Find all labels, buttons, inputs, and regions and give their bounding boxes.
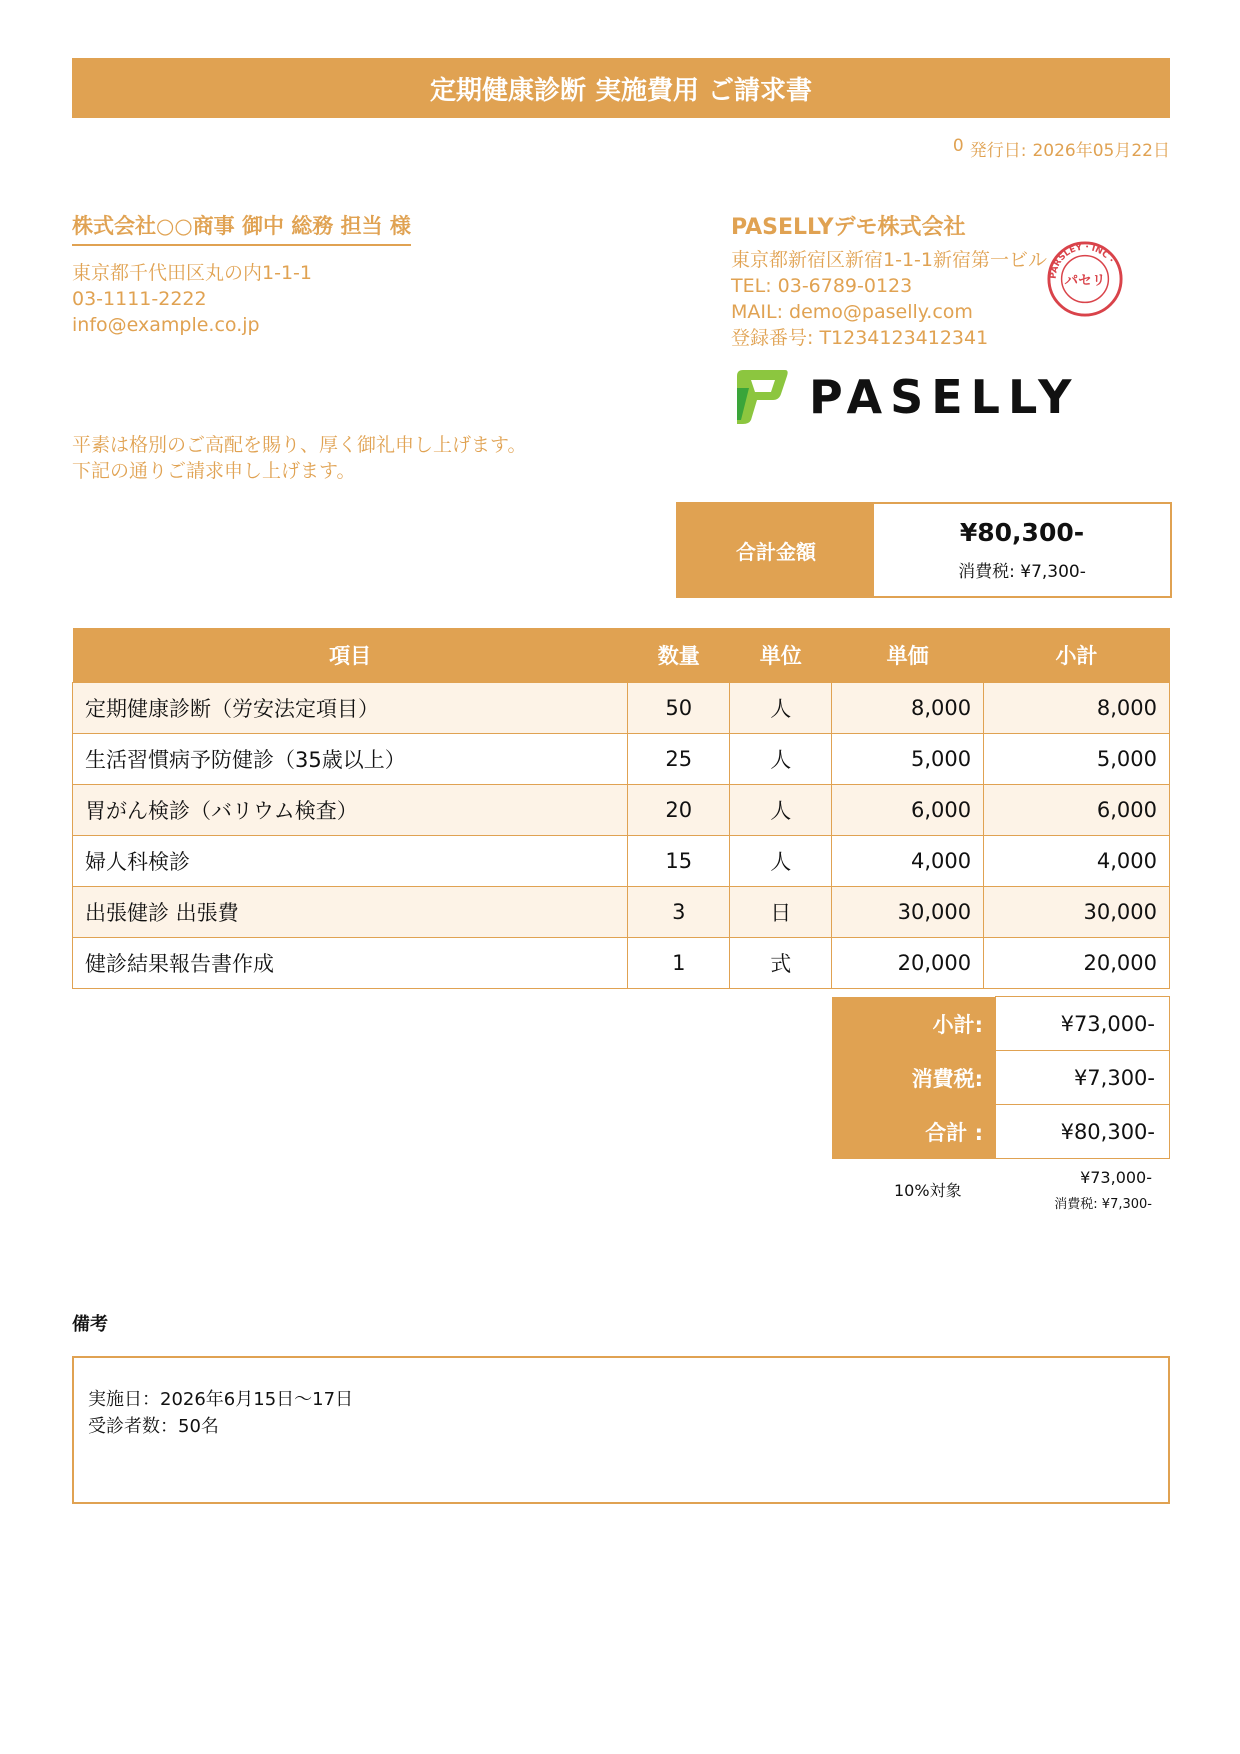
header-item: 項目 [73, 628, 628, 683]
table-row [73, 887, 1170, 938]
client-name: 株式会社○○商事 御中 総務 担当 様 [72, 210, 411, 246]
row-qty: 1 [628, 938, 730, 989]
tax-breakdown-tax: 消費税: ¥7,300- [1054, 1197, 1152, 1212]
table-row [73, 683, 1170, 734]
row-unit: 日 [730, 887, 832, 938]
row-price: 4,000 [832, 836, 984, 887]
table-row [73, 836, 1170, 887]
table-row [73, 938, 1170, 989]
grand-total-value: ¥80,300- [996, 1105, 1170, 1159]
row-qty: 20 [628, 785, 730, 836]
issue-date: 2026年05月22日 [1032, 141, 1170, 161]
total-amount-box [676, 502, 1172, 598]
notes-title: 備考 [72, 1314, 108, 1335]
header-subtotal: 小計 [984, 628, 1170, 683]
row-unit: 人 [730, 734, 832, 785]
row-item: 婦人科検診 [73, 836, 628, 887]
issuer-mail: MAIL: demo@paselly.com [731, 301, 973, 323]
logo-wordmark: PASELLY [809, 370, 1080, 424]
client-address: 東京都千代田区丸の内1-1-1 [72, 262, 312, 284]
tax-base-amount: ¥73,000- [1080, 1168, 1152, 1187]
greeting-line-2: 下記の通りご請求申し上げます。 [72, 460, 356, 482]
issuer-tel: TEL: 03-6789-0123 [731, 275, 913, 297]
total-amount-label: 合計金額 [678, 504, 874, 596]
client-tel: 03-1111-2222 [72, 288, 207, 310]
client-email: info@example.co.jp [72, 314, 260, 336]
totals-row-subtotal [832, 997, 1170, 1051]
row-subtotal: 30,000 [984, 887, 1170, 938]
invoice-number: 0 [952, 136, 964, 156]
issuer-address: 東京都新宿区新宿1-1-1新宿第一ビル [731, 249, 1047, 271]
table-row [73, 785, 1170, 836]
tax-label: 消費税: [832, 1051, 996, 1105]
items-table [72, 628, 1170, 989]
company-logo [731, 368, 1079, 426]
row-subtotal: 8,000 [984, 683, 1170, 734]
total-tax-value: 消費税: ¥7,300- [958, 562, 1086, 582]
seal-inner-text: パセリ [1064, 272, 1106, 289]
tax-breakdown [1054, 1168, 1152, 1212]
company-seal-stamp [1046, 240, 1124, 318]
subtotal-value: ¥73,000- [996, 997, 1170, 1051]
header-unit: 単位 [730, 628, 832, 683]
seal-outer-text: PARSLEY・INC・ [1048, 242, 1118, 280]
header-qty: 数量 [628, 628, 730, 683]
notes-line-2: 受診者数：50名 [88, 1416, 219, 1437]
issue-date-label: 発行日: [969, 141, 1027, 161]
row-qty: 3 [628, 887, 730, 938]
tax-value: ¥7,300- [996, 1051, 1170, 1105]
notes-box [72, 1356, 1170, 1504]
totals-row-total [832, 1105, 1170, 1159]
row-subtotal: 20,000 [984, 938, 1170, 989]
greeting-line-1: 平素は格別のご高配を賜り、厚く御礼申し上げます。 [72, 434, 527, 456]
issue-line [953, 136, 1170, 161]
row-price: 30,000 [832, 887, 984, 938]
row-price: 8,000 [832, 683, 984, 734]
row-item: 健診結果報告書作成 [73, 938, 628, 989]
row-price: 5,000 [832, 734, 984, 785]
subtotal-label: 小計: [832, 997, 996, 1051]
row-unit: 人 [730, 836, 832, 887]
tax-rate-label: 10%対象 [894, 1181, 962, 1200]
row-qty: 50 [628, 683, 730, 734]
row-qty: 25 [628, 734, 730, 785]
row-item: 定期健康診断（労安法定項目） [73, 683, 628, 734]
row-item: 胃がん検診（バリウム検査） [73, 785, 628, 836]
row-subtotal: 4,000 [984, 836, 1170, 887]
notes-line-1: 実施日：2026年6月15日〜17日 [88, 1389, 354, 1410]
row-unit: 人 [730, 785, 832, 836]
row-price: 20,000 [832, 938, 984, 989]
totals-table [832, 996, 1170, 1159]
invoice-title: 定期健康診断 実施費用 ご請求書 [72, 58, 1170, 118]
row-subtotal: 5,000 [984, 734, 1170, 785]
row-unit: 人 [730, 683, 832, 734]
row-item: 生活習慣病予防健診（35歳以上） [73, 734, 628, 785]
row-unit: 式 [730, 938, 832, 989]
row-subtotal: 6,000 [984, 785, 1170, 836]
row-qty: 15 [628, 836, 730, 887]
issuer-name: PASELLYデモ株式会社 [731, 215, 966, 240]
header-price: 単価 [832, 628, 984, 683]
total-amount-value: ¥80,300- [959, 518, 1085, 547]
leaf-logo-icon [731, 368, 791, 426]
greeting [72, 432, 526, 484]
table-header-row [73, 628, 1170, 683]
table-row [73, 734, 1170, 785]
grand-total-label: 合計 : [832, 1105, 996, 1159]
row-price: 6,000 [832, 785, 984, 836]
totals-row-tax [832, 1051, 1170, 1105]
row-item: 出張健診 出張費 [73, 887, 628, 938]
client-block [72, 210, 632, 338]
issuer-registration: 登録番号: T1234123412341 [731, 327, 989, 349]
